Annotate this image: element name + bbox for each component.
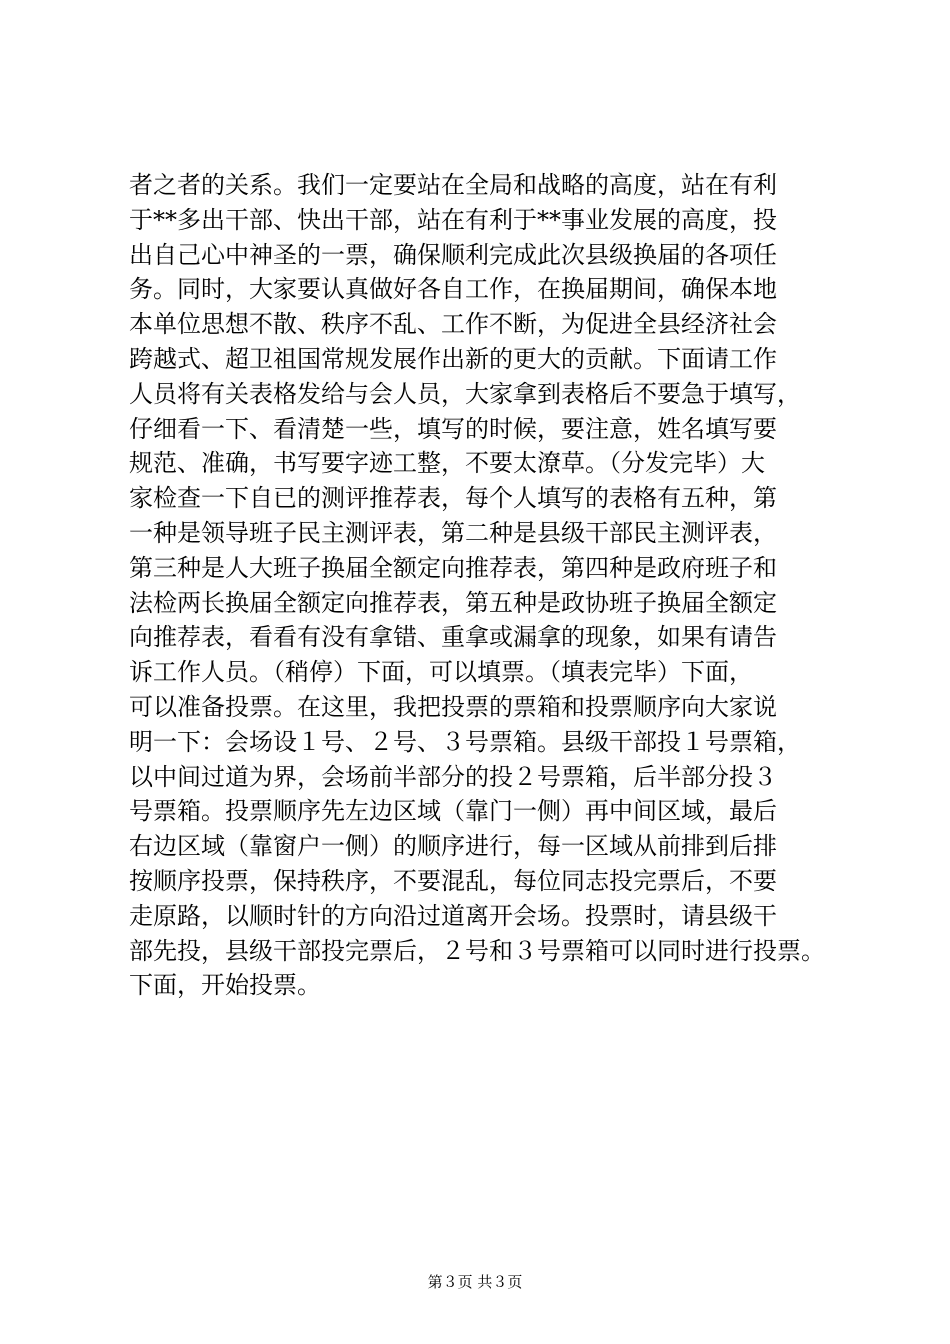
text-line: 本单位思想不散、秩序不乱、工作不断，为促进全县经济社会 bbox=[129, 310, 777, 339]
text-line: 向推荐表，看看有没有拿错、重拿或漏拿的现象，如果有请告 bbox=[129, 623, 777, 652]
page-number-footer: 第３页 共３页 bbox=[427, 1273, 523, 1291]
text-line: 务。同时，大家要认真做好各自工作，在换届期间，确保本地 bbox=[129, 275, 777, 304]
text-line: 一种是领导班子民主测评表，第二种是县级干部民主测评表， bbox=[129, 518, 777, 547]
text-line: 人员将有关表格发给与会人员，大家拿到表格后不要急于填写， bbox=[129, 379, 801, 408]
text-line: 下面，开始投票。 bbox=[129, 971, 321, 1000]
text-line: 第三种是人大班子换届全额定向推荐表，第四种是政府班子和 bbox=[129, 553, 777, 582]
text-line: 法检两长换届全额定向推荐表，第五种是政协班子换届全额定 bbox=[129, 588, 777, 617]
text-line: 家检查一下自已的测评推荐表，每个人填写的表格有五种，第 bbox=[129, 484, 777, 513]
text-line: 仔细看一下、看清楚一些，填写的时候，要注意，姓名填写要 bbox=[129, 414, 777, 443]
text-line: 跨越式、超卫祖国常规发展作出新的更大的贡献。下面请工作 bbox=[129, 344, 777, 373]
body-text bbox=[129, 168, 859, 1003]
text-line: 部先投，县级干部投完票后，２号和３号票箱可以同时进行投票。 bbox=[129, 936, 825, 965]
text-line: 出自己心中神圣的一票，确保顺利完成此次县级换届的各项任 bbox=[129, 240, 777, 269]
text-line: 明一下：会场设１号、２号、３号票箱。县级干部投１号票箱， bbox=[129, 727, 801, 756]
text-line: 以中间过道为界，会场前半部分的投２号票箱，后半部分投３ bbox=[129, 762, 777, 791]
text-line: 走原路，以顺时针的方向沿过道离开会场。投票时，请县级干 bbox=[129, 901, 777, 930]
text-line: 号票箱。投票顺序先左边区域（靠门一侧）再中间区域，最后 bbox=[129, 797, 777, 826]
text-line: 规范、准确，书写要字迹工整，不要太潦草。（分发完毕）大 bbox=[129, 449, 765, 478]
text-line: 右边区域（靠窗户一侧）的顺序进行，每一区域从前排到后排 bbox=[129, 832, 777, 861]
text-line: 诉工作人员。（稍停）下面，可以填票。（填表完毕）下面， bbox=[129, 658, 753, 687]
text-line: 者之者的关系。我们一定要站在全局和战略的高度，站在有利 bbox=[129, 171, 777, 199]
text-line: 可以准备投票。在这里，我把投票的票箱和投票顺序向大家说 bbox=[129, 692, 777, 721]
text-line: 按顺序投票，保持秩序，不要混乱，每位同志投完票后，不要 bbox=[129, 866, 777, 895]
text-line: 于**多出干部、快出干部，站在有利于**事业发展的高度，投 bbox=[129, 205, 777, 234]
